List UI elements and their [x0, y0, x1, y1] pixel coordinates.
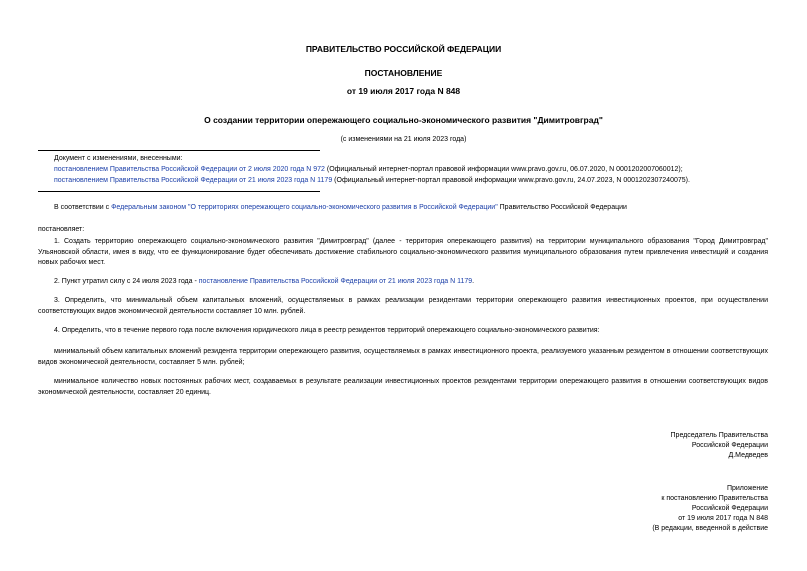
repeal-link-1179[interactable]: постановление Правительства Российской Федерации от 21 июля 2023 года N 1179	[198, 278, 473, 285]
appendix-date: от 19 июля 2017 года N 848	[678, 515, 768, 522]
changes-block	[54, 153, 784, 186]
changes-intro: Документ с изменениями, внесенными:	[54, 155, 183, 162]
signature-position-org: Российской Федерации	[691, 442, 768, 449]
government-heading: ПРАВИТЕЛЬСТВО РОССИЙСКОЙ ФЕДЕРАЦИИ	[305, 44, 502, 54]
paragraph-2-end: .	[472, 278, 475, 285]
change-item-source: (Официальный интернет-портал правовой информации www.pravo.gov.ru, 24.07.2023, N 0001202307240075).	[332, 177, 690, 184]
paragraph-4b: минимальное количество новых постоянных рабочих мест, создаваемых в результате реализации инвестиционных проектов резидентами территории опережающего развития в отношении соответствующих видов экономической деятельности, составляет 20 единиц.	[38, 378, 768, 396]
appendix-edition-note: (В редакции, введенной в действие	[652, 525, 768, 532]
paragraph-2	[54, 278, 784, 285]
preamble-text: В соответствии с	[54, 204, 112, 211]
change-link-1179[interactable]: постановлением Правительства Российской Федерации от 21 июля 2023 года N 1179	[54, 177, 333, 184]
change-item-source: (Официальный интернет-портал правовой информации www.pravo.gov.ru, 06.07.2020, N 0001202007060012);	[324, 166, 683, 173]
appendix-block	[500, 484, 768, 534]
paragraph-1: 1. Создать территорию опережающего социально-экономического развития "Димитровград" (далее - территория опережающего развития) на территории муниципального образования "Город Димитровград" Ульяновской области, имея в виду, что ее функционирование будет обеспечивать достижение стабильного социально-экономического развития муниципального образования путем привлечения инвестиций и создания новых рабочих мест.	[38, 238, 768, 266]
amendments-note: (с изменениями на 21 июля 2023 года)	[340, 136, 467, 143]
paragraph-4a: минимальный объем капитальных вложений резидента территории опережающего развития, осуществляемых в рамках инвестиционного проекта, реализуемого указанным резидентом в отношении соответствующих видов экономической деятельности, составляет 5 млн. рублей;	[38, 348, 768, 366]
change-item	[54, 164, 784, 175]
paragraph-2-text: 2. Пункт утратил силу с 24 июля 2023 года -	[54, 278, 199, 285]
preamble-text: Правительство Российской Федерации	[497, 204, 627, 211]
federal-law-link[interactable]: Федеральным законом "О территориях опережающего социально-экономического развития в Российской Федерации"	[111, 204, 498, 211]
preamble	[54, 204, 784, 211]
resolves-text: постановляет:	[38, 226, 85, 233]
appendix-ref: Российской Федерации	[691, 505, 768, 512]
document-type: ПОСТАНОВЛЕНИЕ	[364, 68, 443, 78]
paragraph-4: 4. Определить, что в течение первого года после включения юридического лица в реестр резидентов территорий опережающего социально-экономического развития:	[54, 327, 600, 334]
document-date-number: от 19 июля 2017 года N 848	[346, 86, 461, 96]
signature-position: Председатель Правительства	[670, 432, 768, 439]
change-link-972[interactable]: постановлением Правительства Российской Федерации от 2 июля 2020 года N 972	[54, 166, 325, 173]
divider-top	[38, 150, 320, 151]
appendix-ref: к постановлению Правительства	[661, 495, 768, 502]
signature-name: Д.Медведев	[728, 452, 768, 459]
signature-block	[500, 431, 768, 461]
document-title: О создании территории опережающего социально-экономического развития "Димитровград"	[204, 115, 603, 125]
change-item	[54, 175, 784, 186]
appendix-title: Приложение	[726, 485, 768, 492]
divider-bottom	[38, 191, 320, 192]
paragraph-3: 3. Определить, что минимальный объем капитальных вложений, осуществляемых в рамках реализации резидентами территории опережающего развития инвестиционных проектов, при осуществлении соответствующих видов экономической деятельности составляет 10 млн. рублей.	[38, 297, 768, 315]
